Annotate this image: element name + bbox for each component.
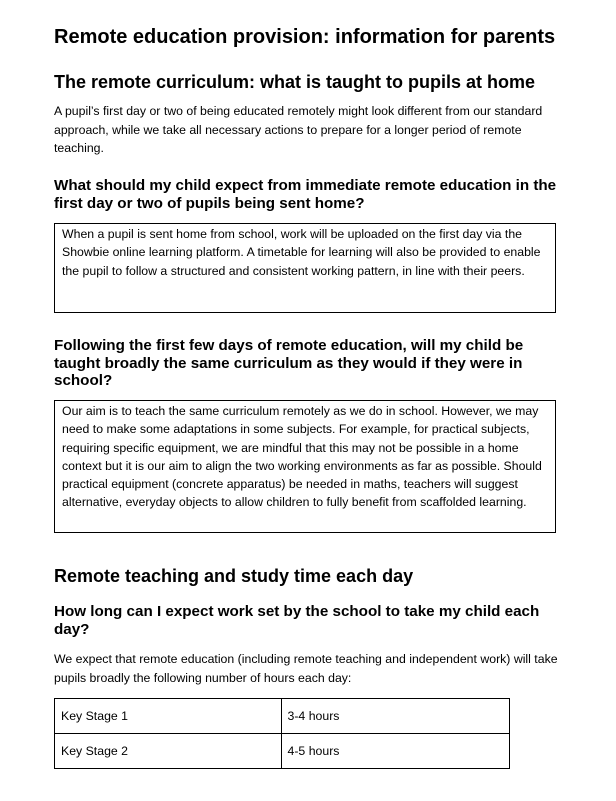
question-immediate-remote-education: What should my child expect from immediate remote education in the first day or two of pupils being sent home? xyxy=(54,177,557,212)
hours-table xyxy=(54,698,510,769)
table-cell-stage: Key Stage 2 xyxy=(55,734,282,769)
table-cell-hours: 3-4 hours xyxy=(281,699,510,734)
hours-intro: We expect that remote education (including remote teaching and independent work) will take pupils broadly the following number of hours each day: xyxy=(54,652,558,685)
section-heading-remote-curriculum: The remote curriculum: what is taught to pupils at home xyxy=(54,72,536,92)
answer-box-same-curriculum xyxy=(54,400,556,533)
answer-box-immediate-remote-education xyxy=(54,223,556,313)
remote-curriculum-intro: A pupil’s first day or two of being educated remotely might look different from our standard approach, while we take all necessary actions to prepare for a longer period of remote teaching. xyxy=(54,104,543,155)
section-heading-remote-teaching-time: Remote teaching and study time each day xyxy=(54,566,414,586)
table-cell-stage: Key Stage 1 xyxy=(55,699,282,734)
table-row xyxy=(55,734,510,769)
answer-text-immediate-remote-education: When a pupil is sent home from school, work will be uploaded on the first day via the Showbie online learning platform. A timetable for learning will also be provided to enable the pupil to follow a structured and consistent working pattern, in line with their peers. xyxy=(62,227,541,278)
page-title: Remote education provision: information for parents xyxy=(54,26,556,48)
answer-text-same-curriculum: Our aim is to teach the same curriculum remotely as we do in school. However, we may need to make some adaptations in some subjects. For example, for practical subjects, requiring specific equipment, we are mindful that this may not be possible in a home context but it is our aim to align the two working environments as far as possible. Should practical equipment (concrete apparatus) be needed in maths, teachers will suggest alternative, everyday objects to allow children to fully benefit from scaffolded learning. xyxy=(62,404,542,510)
question-same-curriculum: Following the first few days of remote education, will my child be taught broadly the same curriculum as they would if they were in school? xyxy=(54,337,524,389)
table-cell-hours: 4-5 hours xyxy=(281,734,510,769)
table-row xyxy=(55,699,510,734)
question-work-duration: How long can I expect work set by the school to take my child each day? xyxy=(54,603,540,638)
